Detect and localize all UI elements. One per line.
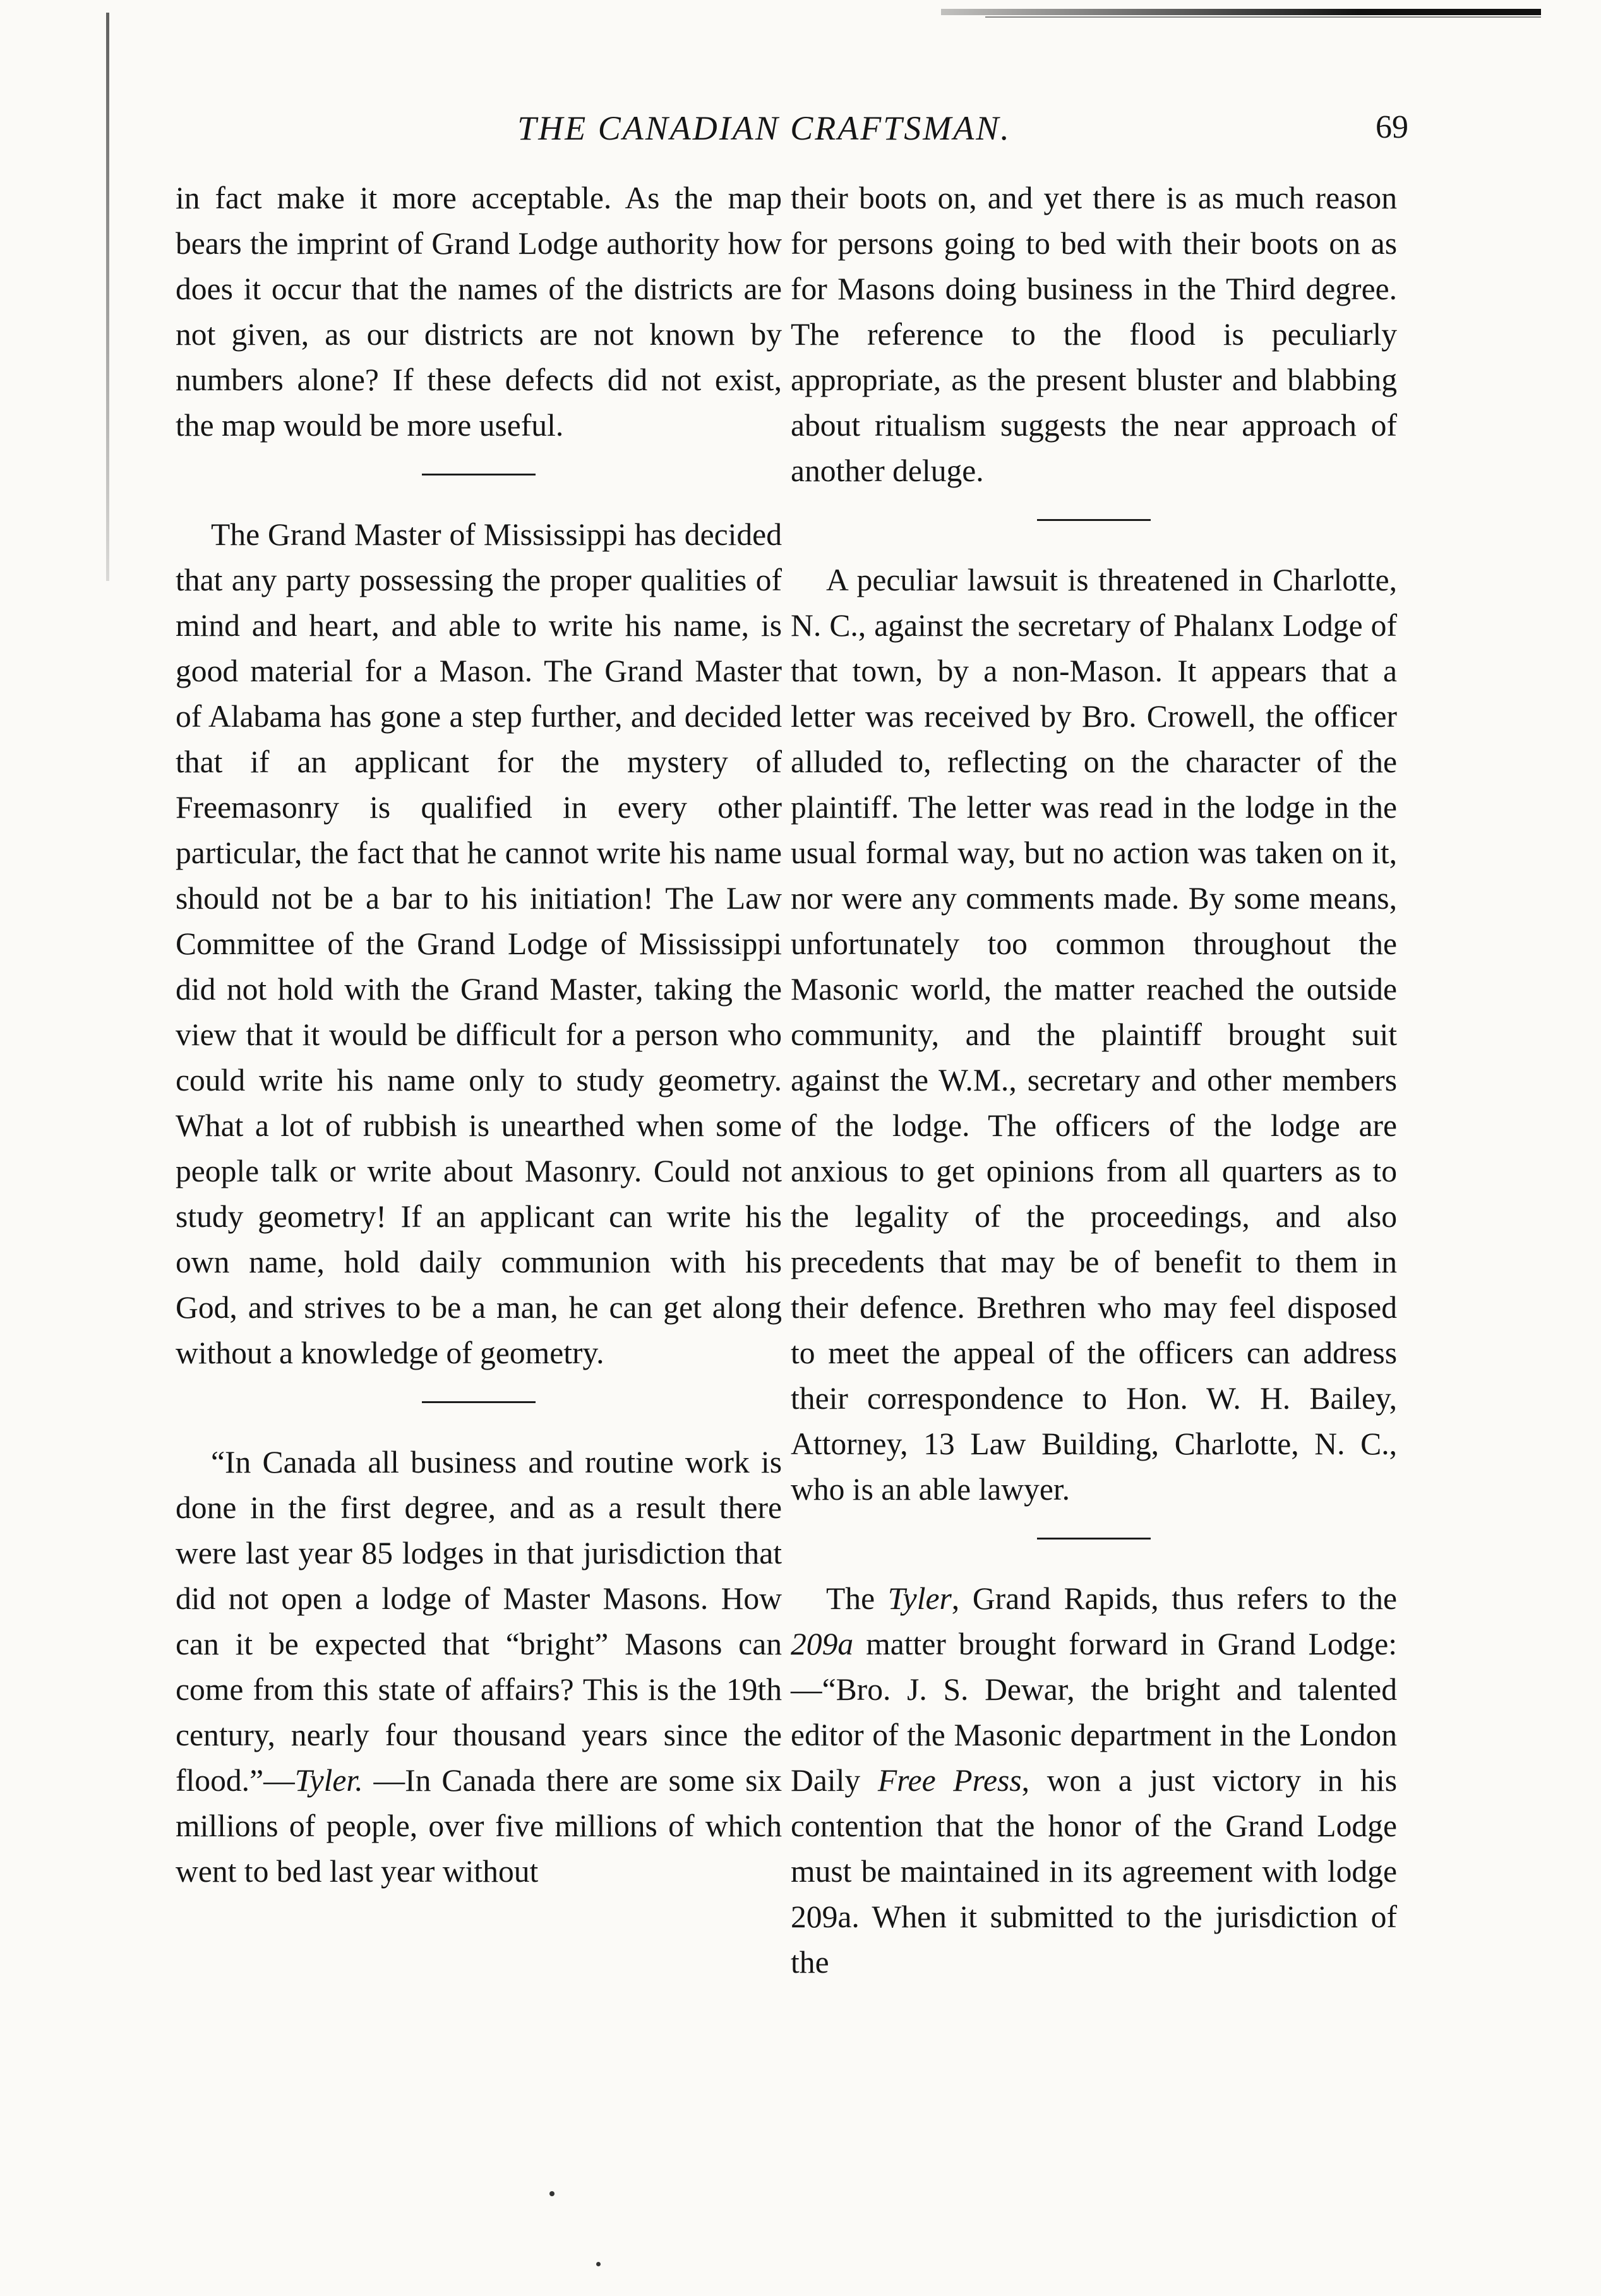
reply-text: —In Canada there are some six millions of people, over five millions of which went to bed last year without (176, 1763, 782, 1889)
page-number: 69 (1376, 109, 1408, 145)
text-run: matter brought forward in Grand Lodge:—“Bro. J. S. Dewar, the bright and talented editor of the Masonic department in the London Daily (791, 1627, 1397, 1798)
top-edge-rule (941, 9, 1541, 15)
text-run: , Grand Rapids, thus refers to the (951, 1581, 1397, 1616)
section-rule (1037, 1538, 1151, 1540)
section-rule (422, 474, 536, 475)
paragraph-tyler-209a (791, 1576, 1397, 1985)
top-edge-thin-rule (985, 16, 1541, 18)
quote-text: “In Canada all business and routine work is done in the first degree, and as a result there were last year 85 lodges in that jurisdiction that did not open a lodge of Master Masons. How can it be expected that “bright” Masons can come from this state of affairs? This is the 19th century, nearly four thousand years since the flood.”— (176, 1445, 782, 1798)
lodge-number: 209a (791, 1899, 852, 1934)
italic-tyler: Tyler (887, 1581, 952, 1616)
running-head (0, 109, 1601, 154)
section-rule (1037, 519, 1151, 521)
left-column (176, 176, 782, 1894)
paragraph-boots-continuation: their boots on, and yet there is as much reason for persons going to bed with their boots on as for Masons doing business in the Third degree. The reference to the flood is peculiarly appropriate, as the present bluster and blabbing about ritualism suggests the near approach of another deluge. (791, 181, 1397, 488)
source-tyler: Tyler. (294, 1763, 363, 1798)
print-speck (549, 2191, 555, 2196)
paragraph-canada-first-degree (176, 1440, 782, 1894)
text-run: The (826, 1581, 888, 1616)
paragraph-map-defects: in fact make it more acceptable. As the map bears the imprint of Grand Lodge authority how does it occur that the names of the districts are not given, as our districts are not known by numbers alone? If these defects did not exist, the map would be more useful. (176, 181, 782, 443)
italic-free-press: Free Press (877, 1763, 1022, 1798)
text-run: , won a just victory in his contention that the honor of the Grand Lodge must be maintained in its agreement with lodge (791, 1763, 1397, 1889)
journal-title: THE CANADIAN CRAFTSMAN. (517, 109, 1011, 147)
right-column (791, 176, 1397, 1985)
paragraph-charlotte-lawsuit: A peculiar lawsuit is threatened in Charlotte, N. C., against the secretary of Phalanx Lodge of that town, by a non-Mason. It appears that a letter was received by Bro. Crowell, the officer alluded to, reflecting on the character of the plaintiff. The letter was read in the lodge in the usual formal way, but no action was taken on it, nor were any comments made. By some means, unfortunately too common throughout the Masonic world, the matter reached the outside community, and the plaintiff brought suit against the W.M., secretary and other members of the lodge. The officers of the lodge are anxious to get opinions from all quarters as to the legality of the proceedings, and also precedents that may be of benefit to them in their defence. Brethren who may feel disposed to meet the appeal of the officers can address their correspondence to Hon. W. H. Bailey, Attorney, 13 Law Building, Charlotte, N. C., who is an able lawyer. (791, 563, 1397, 1507)
text-run: . When it submitted to the jurisdiction of the (791, 1899, 1397, 1980)
section-rule (422, 1401, 536, 1403)
paragraph-grand-master-mississippi: The Grand Master of Mississippi has decided that any party possessing the proper qualities of mind and heart, and able to write his name, is good material for a Mason. The Grand Master of Alabama has gone a step further, and decided that if an applicant for the mystery of Freemasonry is qualified in every other particular, the fact that he cannot write his name should not be a bar to his initiation! The Law Committee of the Grand Lodge of Mississippi did not hold with the Grand Master, taking the view that it would be difficult for a person who could write his name only to study geometry. What a lot of rubbish is unearthed when some people talk or write about Masonry. Could not study geometry! If an applicant can write his own name, hold daily communion with his God, and strives to be a man, he can get along without a knowledge of geometry. (176, 517, 782, 1370)
print-speck (596, 2262, 601, 2266)
italic-lodge-number: 209a (791, 1627, 854, 1661)
binding-shadow (106, 13, 109, 581)
